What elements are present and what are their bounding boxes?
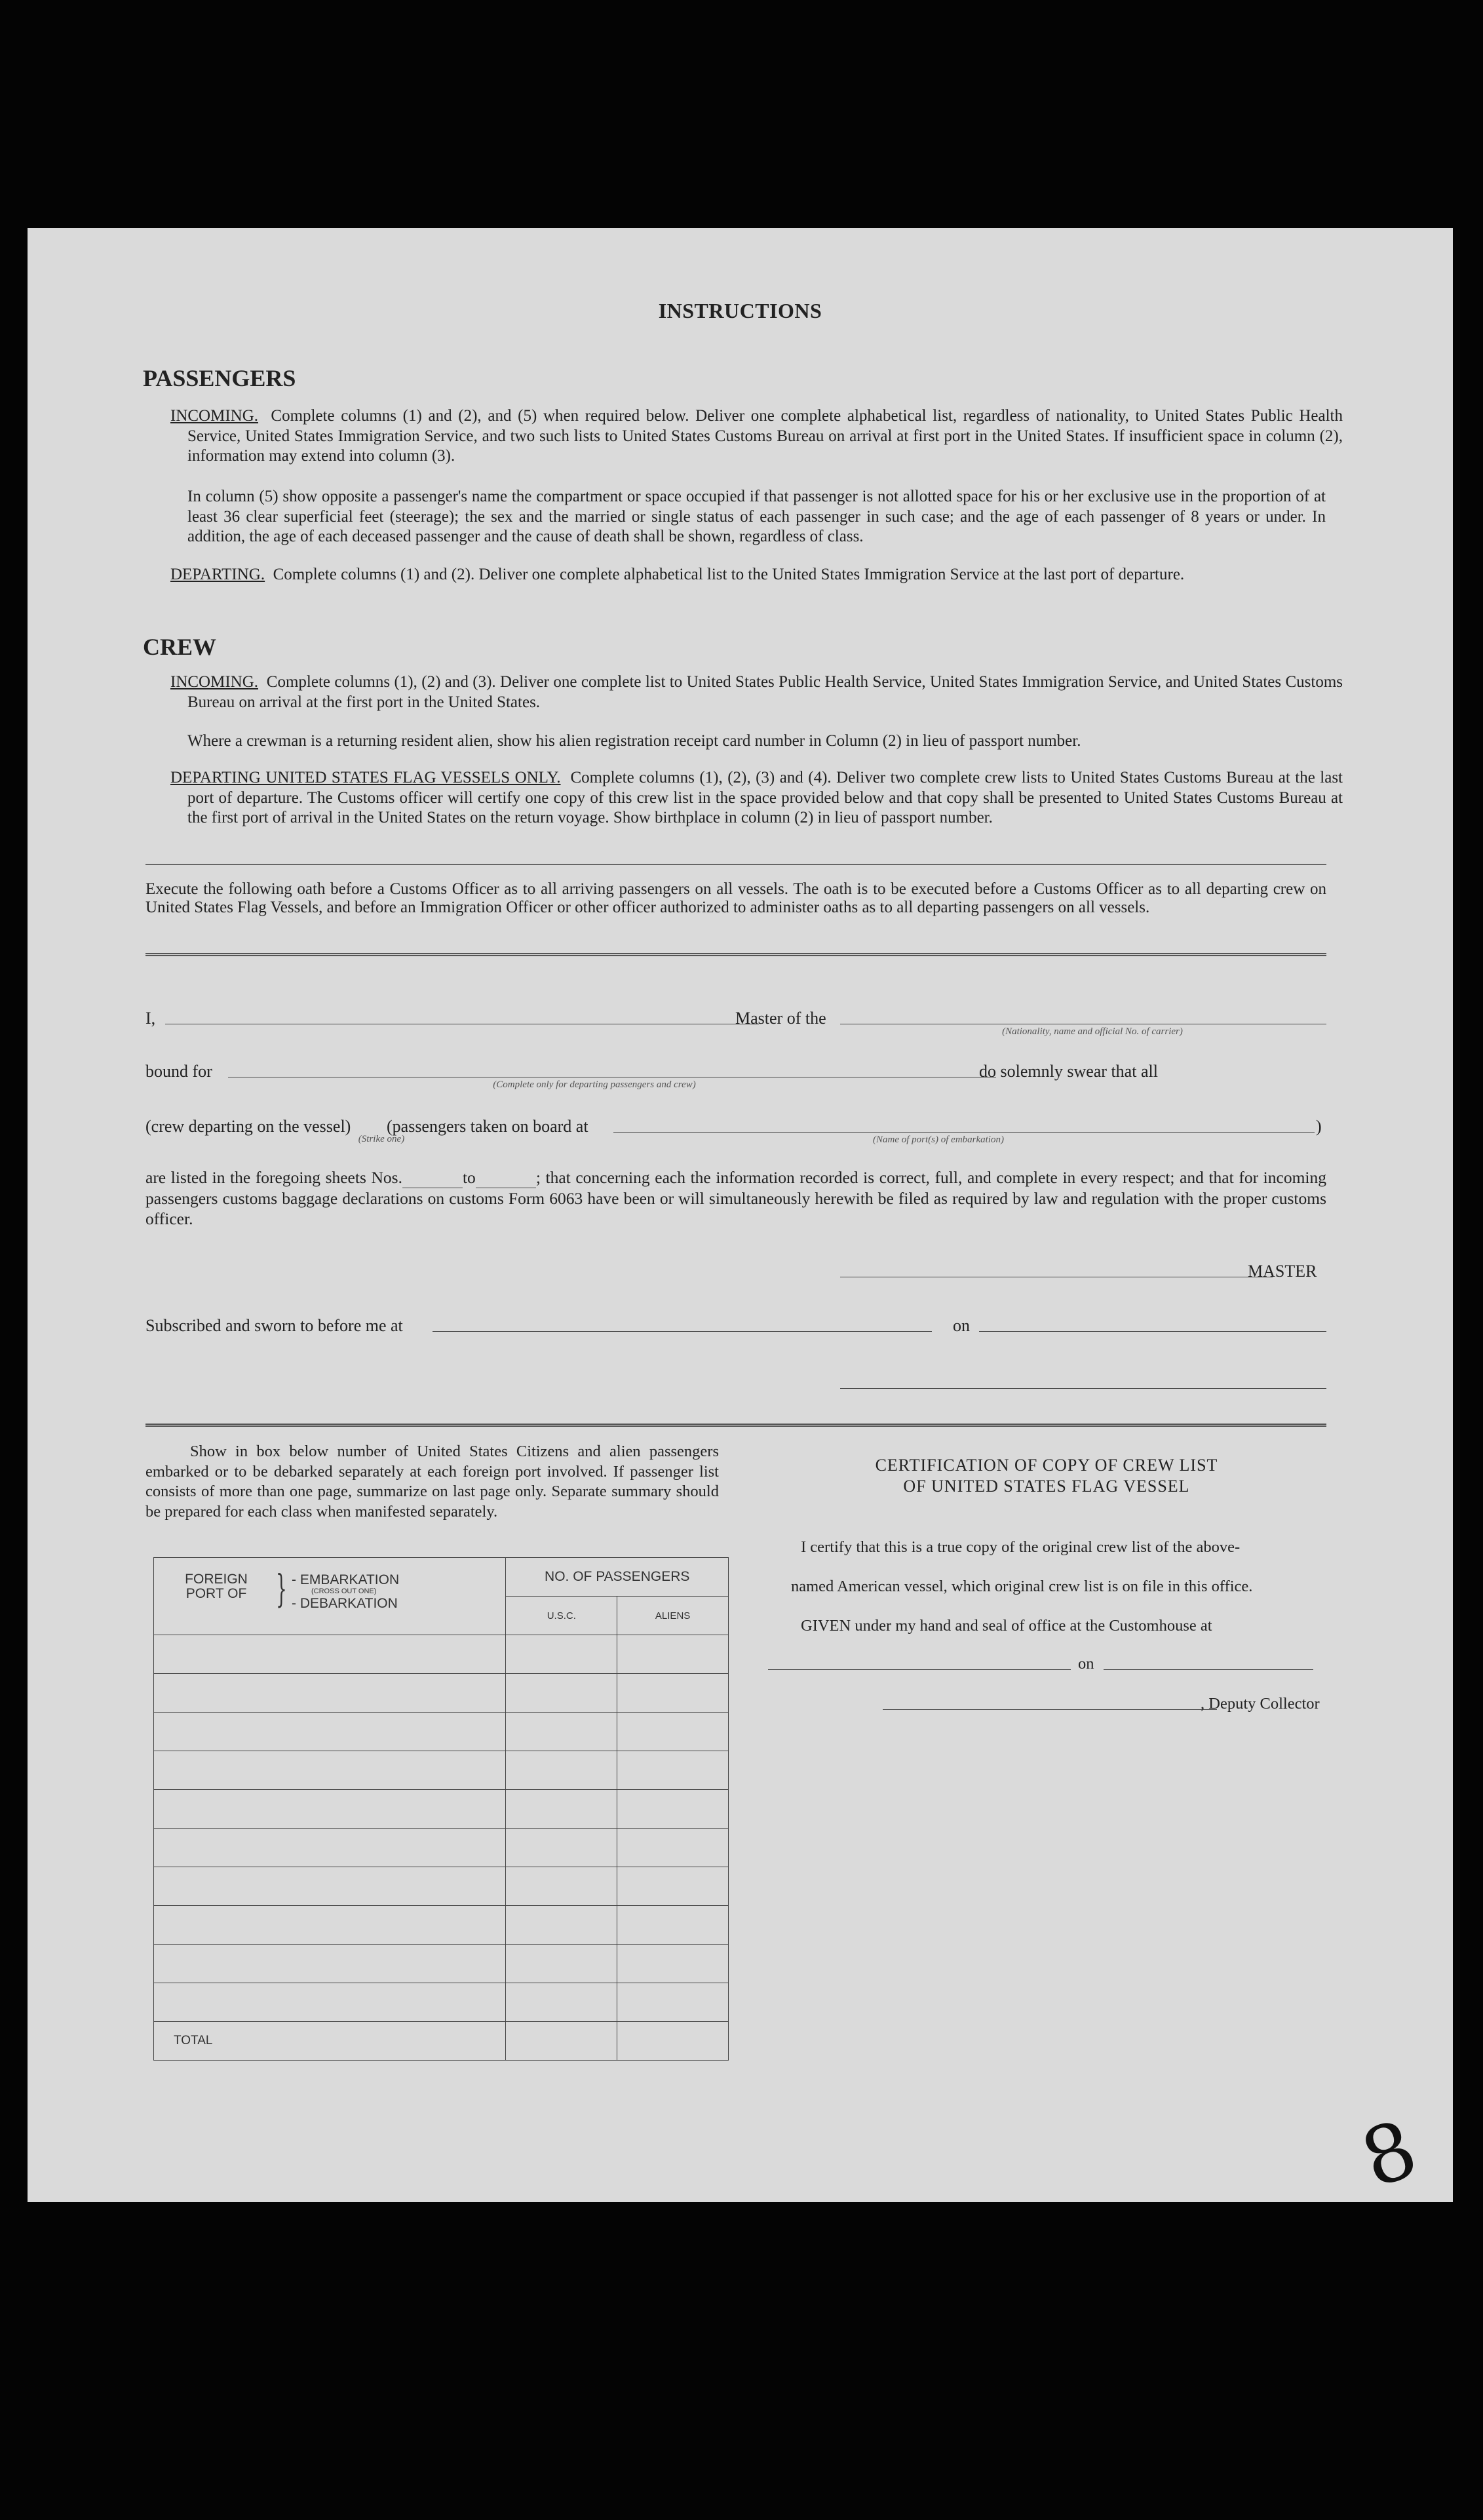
- usc-cell[interactable]: [506, 1829, 617, 1867]
- usc-cell[interactable]: [506, 1751, 617, 1790]
- certification-title-line1: CERTIFICATION OF COPY OF CREW LIST: [875, 1456, 1218, 1475]
- aliens-header: ALIENS: [617, 1597, 729, 1635]
- divider-bottom: [145, 1424, 1326, 1427]
- cross-out-label: (CROSS OUT ONE): [311, 1587, 377, 1595]
- summary-intro: Show in box below number of United States Citizens and alien passengers embarked or to be debarked separately at each foreign port involved. If passenger list consists of more than one page, summarize on last page only. Separate summary should be prepared for each class when manifested separately.: [145, 1443, 719, 1521]
- passengers-incoming-label: INCOMING.: [170, 407, 259, 425]
- usc-cell[interactable]: [506, 1790, 617, 1829]
- oath-i-label: I,: [145, 1009, 156, 1028]
- aliens-cell[interactable]: [617, 1829, 729, 1867]
- usc-header: U.S.C.: [506, 1597, 617, 1635]
- aliens-total-cell[interactable]: [617, 2022, 729, 2061]
- aliens-cell[interactable]: [617, 1867, 729, 1906]
- aliens-cell[interactable]: [617, 1906, 729, 1945]
- handwritten-mark: 8: [1350, 2103, 1429, 2206]
- aliens-cell[interactable]: [617, 1945, 729, 1983]
- aliens-cell[interactable]: [617, 1674, 729, 1713]
- usc-cell[interactable]: [506, 1713, 617, 1751]
- table-row: [154, 1829, 729, 1867]
- foreign-port-label: FOREIGN PORT OF: [185, 1572, 248, 1601]
- sheet-from-field[interactable]: [402, 1167, 463, 1188]
- bound-for-label: bound for: [145, 1062, 212, 1081]
- master-label: MASTER: [1248, 1262, 1317, 1281]
- passengers-heading: PASSENGERS: [143, 365, 296, 391]
- table-row: [154, 1674, 729, 1713]
- crew-heading: CREW: [143, 634, 217, 660]
- ports-caption: (Name of port(s) of embarkation): [873, 1134, 1004, 1145]
- certify-line-a: I certify that this is a true copy of the original crew list of the above-: [801, 1538, 1241, 1556]
- passengers-incoming-text: Complete columns (1) and (2), and (5) when required below. Deliver one complete alphabetical list, regardless of nationality, to United States Public Health Service, United States Immigration Service, and two such lists to United States Customs Bureau on arrival at first port in the United States. If insufficient space in column (2), information may extend into column (3).: [187, 407, 1343, 465]
- given-line: GIVEN under my hand and seal of office at the Customhouse at: [801, 1617, 1212, 1635]
- form-page: [28, 228, 1453, 2206]
- usc-cell[interactable]: [506, 1867, 617, 1906]
- port-cell[interactable]: [154, 1983, 506, 2022]
- usc-cell[interactable]: [506, 1983, 617, 2022]
- usc-cell[interactable]: [506, 1945, 617, 1983]
- usc-cell[interactable]: [506, 1635, 617, 1674]
- passengers-departing-label: DEPARTING.: [170, 566, 265, 583]
- crew-resident: Where a crewman is a returning resident alien, show his alien registration receipt card number in Column (2) in lieu of passport number.: [187, 732, 1081, 750]
- usc-cell[interactable]: [506, 1674, 617, 1713]
- carrier-caption: (Nationality, name and official No. of carrier): [1002, 1026, 1183, 1037]
- departing-caption: (Complete only for departing passengers and crew): [493, 1079, 696, 1090]
- oath-instructions: Execute the following oath before a Customs Officer as to all arriving passengers on all vessels. The oath is to be executed before a Customs Officer as to all departing crew on United States Flag Vessels, and before an Immigration Officer or other officer authorized to administer oaths as to all departing passengers on all vessels.: [145, 880, 1326, 916]
- listed-to: to: [462, 1168, 476, 1187]
- crew-departing: [170, 768, 1343, 828]
- port-cell[interactable]: [154, 1945, 506, 1983]
- subscribed-date-line[interactable]: [979, 1331, 1326, 1332]
- crew-incoming-label: INCOMING.: [170, 673, 259, 691]
- strike-one-caption: (Strike one): [358, 1134, 405, 1144]
- no-of-passengers-header: NO. OF PASSENGERS: [506, 1558, 729, 1597]
- aliens-cell[interactable]: [617, 1751, 729, 1790]
- port-cell[interactable]: [154, 1790, 506, 1829]
- cert-on-label: on: [1078, 1655, 1094, 1673]
- cert-date-line[interactable]: [1104, 1669, 1313, 1670]
- passengers-departing: [170, 565, 1343, 585]
- officer-signature-line[interactable]: [840, 1388, 1326, 1389]
- crew-departing-label: (crew departing on the vessel): [145, 1117, 351, 1136]
- usc-total-cell[interactable]: [506, 2022, 617, 2061]
- crew-incoming: [170, 672, 1343, 712]
- subscribed-label: Subscribed and sworn to before me at: [145, 1316, 403, 1335]
- table-row: [154, 1635, 729, 1674]
- total-label: TOTAL: [154, 2022, 506, 2061]
- usc-cell[interactable]: [506, 1906, 617, 1945]
- port-header-cell: [154, 1558, 506, 1635]
- port-cell[interactable]: [154, 1713, 506, 1751]
- subscribed-on-label: on: [953, 1316, 970, 1335]
- embarkation-ports-line[interactable]: [613, 1132, 1315, 1133]
- aliens-cell[interactable]: [617, 1983, 729, 2022]
- aliens-cell[interactable]: [617, 1790, 729, 1829]
- page-title: INSTRUCTIONS: [658, 299, 822, 322]
- master-of-label: Master of the: [735, 1009, 826, 1028]
- table-row: [154, 1867, 729, 1906]
- listed-text-b: ; that concerning each the information recorded is correct, full, and complete in every respect; and that for incoming passengers customs baggage declarations on customs Form 6063 have been or will simultaneously herewith be filed as required by law and regulation with the proper customs officer.: [145, 1168, 1326, 1228]
- aliens-cell[interactable]: [617, 1635, 729, 1674]
- deputy-signature-line[interactable]: [883, 1709, 1217, 1710]
- certify-line-b: named American vessel, which original crew list is on file in this office.: [791, 1578, 1253, 1595]
- port-cell[interactable]: [154, 1674, 506, 1713]
- table-row: [154, 1906, 729, 1945]
- port-cell[interactable]: [154, 1751, 506, 1790]
- brace-icon: }: [276, 1566, 287, 1611]
- table-row: [154, 1790, 729, 1829]
- sheet-to-field[interactable]: [476, 1167, 536, 1188]
- certification-title-line2: OF UNITED STATES FLAG VESSEL: [903, 1477, 1190, 1496]
- table-row: [154, 1713, 729, 1751]
- passengers-incoming: [170, 406, 1343, 467]
- deputy-collector-label: , Deputy Collector: [1201, 1695, 1320, 1713]
- table-row: [154, 1945, 729, 1983]
- passengers-departing-text: Complete columns (1) and (2). Deliver one complete alphabetical list to the United States Immigration Service at the last port of departure.: [273, 566, 1185, 583]
- crew-departing-label: DEPARTING UNITED STATES FLAG VESSELS ONLY.: [170, 769, 561, 786]
- port-cell[interactable]: [154, 1867, 506, 1906]
- certification-title: [768, 1455, 1325, 1497]
- table-row: [154, 1983, 729, 2022]
- oath-listed-paragraph: [145, 1167, 1326, 1229]
- crew-incoming-text: Complete columns (1), (2) and (3). Deliver one complete list to United States Public Health Service, United States Immigration Service, and United States Customs Bureau on arrival at the first port in the United States.: [187, 673, 1343, 711]
- close-paren: ): [1316, 1117, 1322, 1136]
- passengers-column5: In column (5) show opposite a passenger's name the compartment or space occupied if that passenger is not allotted space for his or her exclusive use in the proportion of at least 36 clear superficial feet (steerage); the sex and the married or single status of each passenger in such case; and the age of each passenger of 8 years or under. In addition, the age of each deceased passenger and the cause of death shall be shown, regardless of class.: [187, 488, 1326, 545]
- table-row: [154, 1751, 729, 1790]
- listed-text-a: are listed in the foregoing sheets Nos.: [145, 1168, 402, 1187]
- passenger-summary-table: [153, 1557, 729, 2061]
- port-cell[interactable]: [154, 1829, 506, 1867]
- customhouse-place-line[interactable]: [768, 1669, 1071, 1670]
- crew-departing-text: Complete columns (1), (2), (3) and (4). Deliver two complete crew lists to United States Customs Bureau at the last port of departure. The Customs officer will certify one copy of this crew list in the space provided below and that copy shall be presented to United States Customs Bureau at the first port of arrival in the United States on the return voyage. Show birthplace in column (2) in lieu of passport number.: [187, 769, 1343, 826]
- divider-oath: [145, 953, 1326, 956]
- port-cell[interactable]: [154, 1906, 506, 1945]
- subscribed-place-line[interactable]: [433, 1331, 932, 1332]
- debarkation-label: - DEBARKATION: [292, 1596, 398, 1611]
- port-cell[interactable]: [154, 1635, 506, 1674]
- aliens-cell[interactable]: [617, 1713, 729, 1751]
- divider-top: [145, 864, 1326, 865]
- passengers-taken-label: (passengers taken on board at: [387, 1117, 588, 1136]
- embarkation-label: - EMBARKATION: [292, 1572, 400, 1587]
- total-row: [154, 2022, 729, 2061]
- swear-label: do solemnly swear that all: [979, 1062, 1158, 1081]
